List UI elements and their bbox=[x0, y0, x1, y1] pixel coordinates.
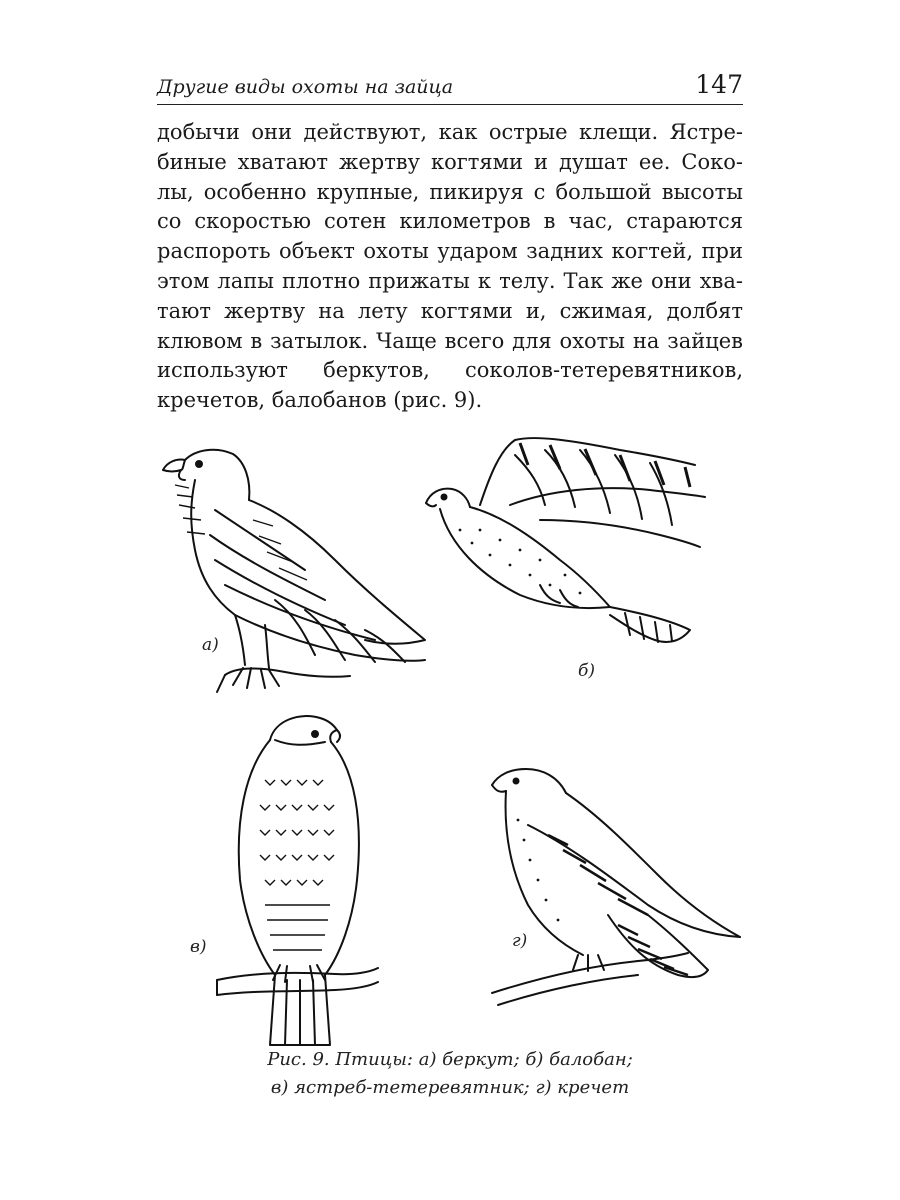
figure-caption bbox=[157, 1046, 743, 1102]
text-line: со скоростью сотен километров в час, стараются bbox=[157, 209, 743, 234]
figure-label-g: г) bbox=[512, 931, 528, 951]
caption-line: Рис. 9. Птицы: а) беркут; б) балобан; bbox=[267, 1049, 633, 1070]
text-line: добычи они действуют, как острые клещи. Ястре- bbox=[157, 120, 743, 144]
falcon-perched-icon bbox=[488, 765, 748, 1015]
text-line: биные хватают жертву когтями и душат ее. Соко- bbox=[157, 149, 743, 174]
page-number: 147 bbox=[695, 70, 743, 99]
text-line: кречетов, балобанов (рис. 9). bbox=[157, 388, 483, 413]
running-header bbox=[157, 70, 743, 105]
text-line: этом лапы плотно прижаты к телу. Так же они хва- bbox=[157, 268, 743, 293]
text-line: распороть объект охоты ударом задних когтей, при bbox=[157, 239, 743, 264]
caption-line: в) ястреб-тетеревятник; г) кречет bbox=[270, 1077, 630, 1098]
text-line: тают жертву на лету когтями и, сжимая, долбят bbox=[157, 298, 743, 323]
eagle-icon bbox=[155, 440, 435, 700]
text-line: клювом в затылок. Чаще всего для охоты на зайцев bbox=[157, 328, 743, 353]
body-paragraph bbox=[157, 118, 743, 416]
figure-label-a: а) bbox=[202, 635, 219, 655]
falcon-flying-icon bbox=[420, 435, 720, 650]
hawk-perched-icon bbox=[215, 710, 380, 1050]
figure-label-b: б) bbox=[578, 661, 596, 681]
figure-label-v: в) bbox=[190, 937, 207, 957]
running-title: Другие виды охоты на зайца bbox=[157, 76, 454, 98]
text-line: лы, особенно крупные, пикируя с большой высоты bbox=[157, 179, 743, 204]
figure-birds bbox=[150, 425, 750, 1045]
text-line: используют беркутов, соколов-тетеревятников, bbox=[157, 358, 743, 383]
